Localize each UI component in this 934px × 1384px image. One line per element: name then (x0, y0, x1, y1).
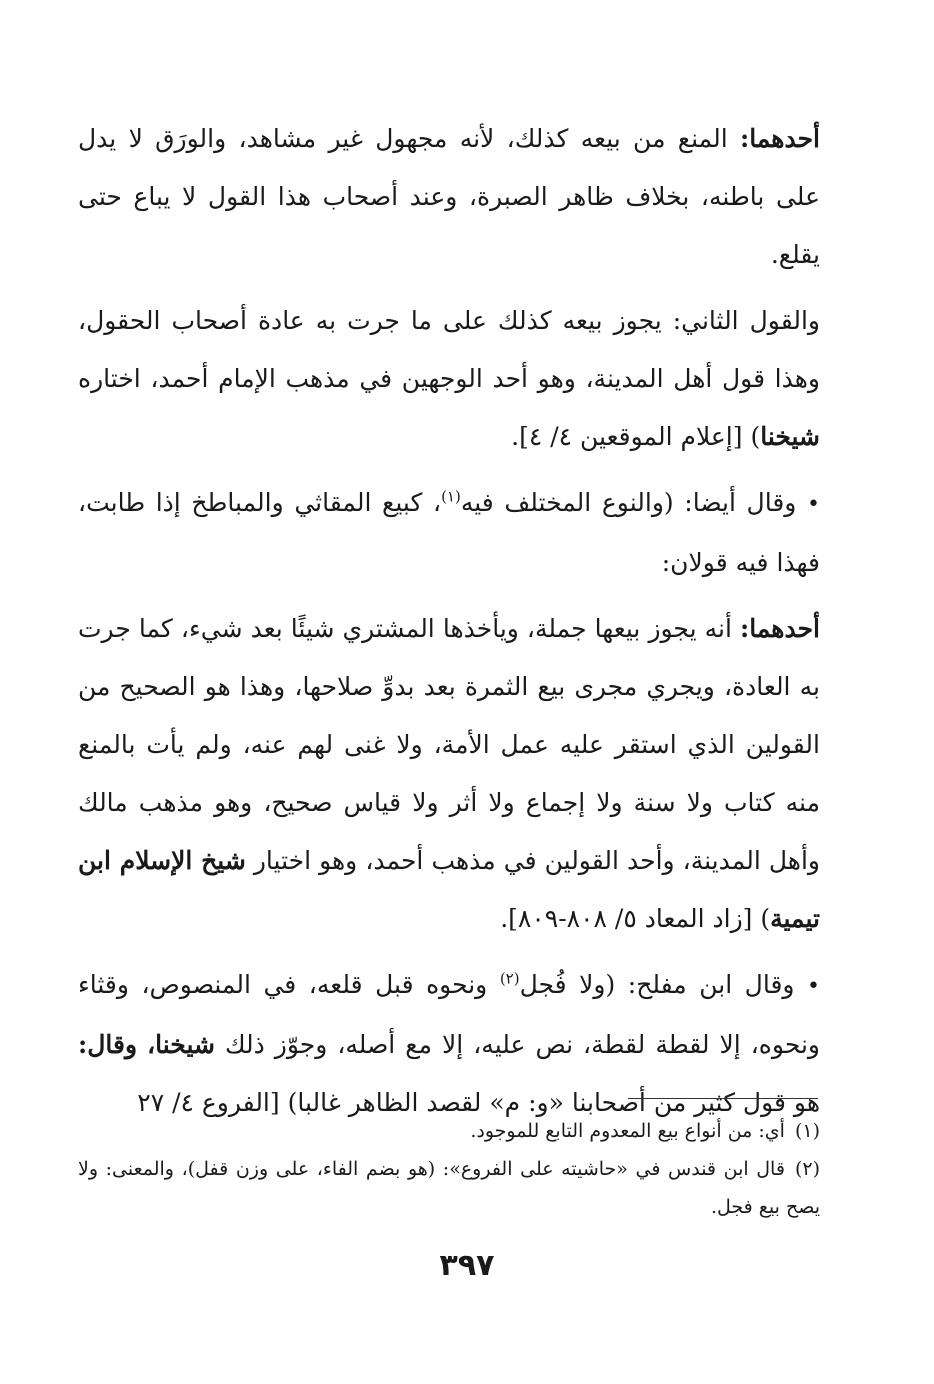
footnote-ref-2: (٢) (499, 969, 520, 988)
paragraph-4-text-b: ) [زاد المعاد ٥/ ٨٠٨-٨٠٩]. (500, 904, 771, 933)
paragraph-5 (78, 956, 820, 1132)
paragraph-2-bold: شيخنا (760, 422, 820, 451)
paragraph-4-text-a: أنه يجوز بيعها جملة، ويأخذها المشتري شيئًا بعد شيء، كما جرت به العادة، ويجري مجرى بيع الثمرة بعد بدوِّ صلاحها، وهذا هو الصحيح من القولين الذي استقر عليه عمل الأمة، ولا غنى لهم عنه، ولم يأت بالمنع منه كتاب ولا سنة ولا إجماع ولا أثر ولا قياس صحيح، وهو مذهب مالك وأهل المدينة، وأحد القولين في مذهب أحمد، وهو اختيار (78, 614, 820, 875)
paragraph-3-text-a: وقال أيضا: (والنوع المختلف فيه (460, 488, 808, 517)
paragraph-1 (78, 110, 820, 284)
paragraph-5-bold-a: شيخنا، (147, 1030, 215, 1059)
paragraph-4-label: أحدهما: (739, 614, 820, 643)
bullet-icon: • (807, 492, 820, 517)
footnote-2-text: قال ابن قندس في «حاشيته على الفروع»: (هو بضم الفاء، على وزن قفل)، والمعنى: ولا يصح بيع فجل. (78, 1158, 820, 1218)
paragraph-3-text-b: ، كبيع المقاثي والمباطخ إذا طابت، فهذا فيه قولان: (78, 488, 820, 577)
paragraph-2-text-a: والقول الثاني: يجوز بيعه كذلك على ما جرت به عادة أصحاب الحقول، وهذا قول أهل المدينة، وهو أحد الوجهين في مذهب الإمام أحمد، اختاره (78, 306, 820, 393)
footnote-1-text: أي: من أنواع بيع المعدوم التابع للموجود. (470, 1120, 785, 1142)
footnotes (78, 1112, 820, 1226)
footnote-1-number: (١) (794, 1120, 820, 1142)
paragraph-1-text: المنع من بيعه كذلك، لأنه مجهول غير مشاهد، والورَق لا يدل على باطنه، بخلاف ظاهر الصبرة، وعند أصحاب هذا القول لا يباع حتى يقلع. (78, 124, 820, 269)
paragraph-2 (78, 292, 820, 466)
paragraph-4-bold: شيخ الإسلام ابن تيمية (78, 846, 820, 933)
paragraph-5-text-c (137, 1030, 147, 1059)
paragraph-3 (78, 474, 820, 592)
paragraph-5-text-a: وقال ابن مفلح: (ولا فُجل (519, 970, 808, 999)
footnote-1 (78, 1112, 820, 1150)
footnote-divider (628, 1098, 818, 1099)
footnote-ref-1: (١) (441, 487, 461, 506)
footnote-2 (78, 1150, 820, 1226)
main-text (78, 110, 820, 1132)
bullet-icon: • (807, 974, 821, 999)
page-number: ٣٩٧ (439, 1248, 495, 1283)
footnote-2-number: (٢) (794, 1158, 820, 1180)
paragraph-5-text-b: ونحوه قبل قلعه، في المنصوص، وقثاء ونحوه، إلا لقطة لقطة، نص عليه، إلا مع أصله، وجوّز ذلك (78, 970, 820, 1059)
paragraph-2-text-b: ) [إعلام الموقعين ٤/ ٤]. (511, 422, 761, 451)
paragraph-5-text-d: هو قول كثير من أصحابنا «و: م» لقصد الظاهر غالبا) [الفروع ٤/ ٢٧ (137, 1088, 820, 1117)
paragraph-4 (78, 600, 820, 948)
paragraph-1-label: أحدهما: (739, 124, 820, 153)
paragraph-5-bold-b: وقال: (78, 1030, 138, 1059)
